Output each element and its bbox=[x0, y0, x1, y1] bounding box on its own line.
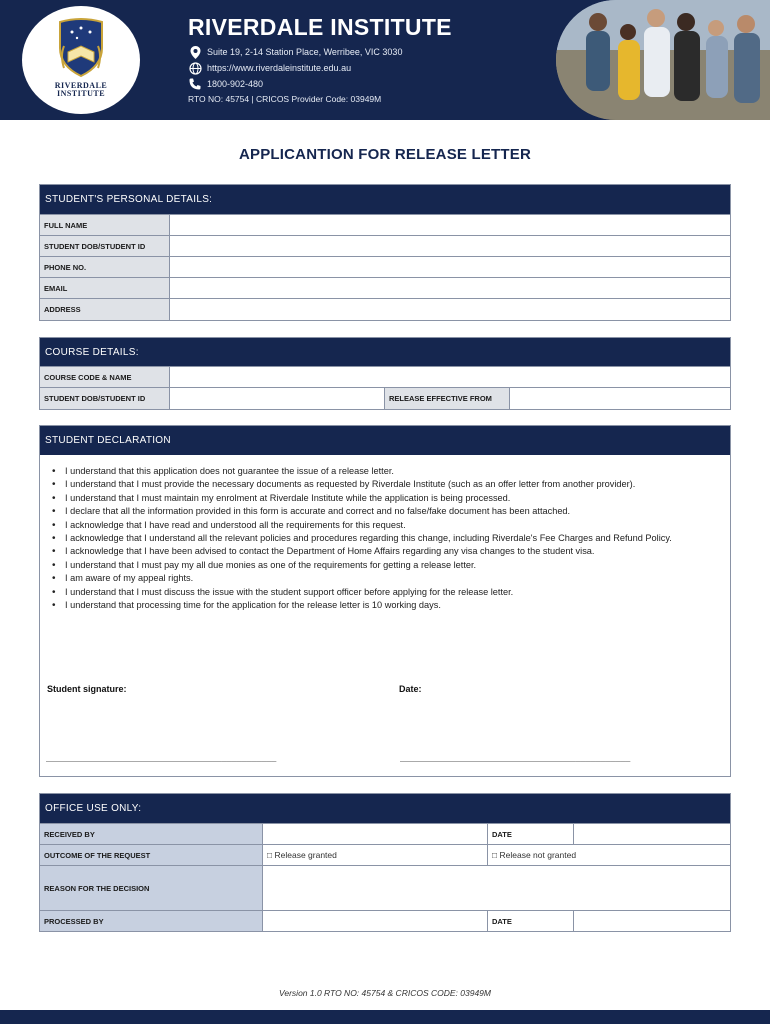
course-dob-id-field[interactable] bbox=[170, 388, 385, 409]
date-line[interactable]: ______________________________________________ bbox=[400, 752, 631, 762]
declaration-item: • I understand that I must maintain my enrolment at Riverdale Institute while the application is being processed. bbox=[48, 492, 722, 505]
full-name-label: FULL NAME bbox=[40, 215, 170, 235]
globe-icon bbox=[188, 61, 202, 75]
crest-icon bbox=[58, 16, 104, 80]
course-code-label: COURSE CODE & NAME bbox=[40, 367, 170, 387]
personal-details-section bbox=[39, 184, 731, 321]
rto-text: RTO NO: 45754 | CRICOS Provider Code: 03949M bbox=[188, 94, 382, 104]
declaration-item: • I acknowledge that I understand all the relevant policies and procedures regarding this change, including Riverdale's Fee Charges and Refund Policy. bbox=[48, 532, 722, 545]
date-label: Date: bbox=[399, 684, 422, 694]
processed-by-label: PROCESSED BY bbox=[40, 911, 263, 931]
phone-line bbox=[188, 77, 263, 91]
course-details-heading: COURSE DETAILS: bbox=[40, 338, 730, 366]
address-field[interactable] bbox=[170, 299, 730, 320]
address-line bbox=[188, 45, 402, 59]
logo-text bbox=[30, 82, 132, 98]
form-row bbox=[40, 256, 730, 277]
received-by-label: RECEIVED BY bbox=[40, 824, 263, 844]
release-effective-label: RELEASE EFFECTIVE FROM bbox=[385, 388, 510, 409]
phone-field[interactable] bbox=[170, 257, 730, 277]
processed-date-field[interactable] bbox=[574, 911, 730, 931]
signature-line[interactable]: ______________________________________________ bbox=[46, 752, 277, 762]
phone-icon bbox=[188, 77, 202, 91]
reason-field[interactable] bbox=[263, 866, 730, 910]
outcome-label: OUTCOME OF THE REQUEST bbox=[40, 845, 263, 865]
rto-line bbox=[188, 94, 381, 104]
release-granted-checkbox[interactable]: □ Release granted bbox=[263, 845, 488, 865]
header-banner bbox=[0, 0, 770, 120]
course-code-field[interactable] bbox=[170, 367, 730, 387]
signature-label: Student signature: bbox=[47, 684, 127, 694]
received-date-field[interactable] bbox=[574, 824, 730, 844]
form-row bbox=[40, 235, 730, 256]
full-name-field[interactable] bbox=[170, 215, 730, 235]
form-row bbox=[40, 823, 730, 844]
form-row bbox=[40, 277, 730, 298]
declaration-heading: STUDENT DECLARATION bbox=[40, 426, 730, 455]
document-title: APPLICANTION FOR RELEASE LETTER bbox=[238, 146, 532, 163]
declaration-item: • I am aware of my appeal rights. bbox=[48, 572, 722, 585]
footer-bar bbox=[0, 1010, 770, 1024]
declaration-section bbox=[39, 425, 731, 777]
location-pin-icon bbox=[188, 45, 202, 59]
email-label: EMAIL bbox=[40, 278, 170, 298]
address-label: ADDRESS bbox=[40, 299, 170, 320]
email-field[interactable] bbox=[170, 278, 730, 298]
phone-text: 1800-902-480 bbox=[207, 79, 264, 89]
students-photo bbox=[556, 0, 770, 120]
processed-by-field[interactable] bbox=[263, 911, 488, 931]
website-link[interactable]: https://www.riverdaleinstitute.edu.au bbox=[207, 63, 352, 73]
office-use-section bbox=[39, 793, 731, 932]
form-row bbox=[40, 865, 730, 910]
processed-date-label: DATE bbox=[488, 911, 574, 931]
declaration-item: • I acknowledge that I have been advised to contact the Department of Home Affairs regarding any visa changes to the student visa. bbox=[48, 545, 722, 558]
dob-id-label: STUDENT DOB/STUDENT ID bbox=[40, 236, 170, 256]
form-row bbox=[40, 214, 730, 235]
declaration-item: • I understand that processing time for the application for the release letter is 10 working days. bbox=[48, 599, 722, 612]
declaration-item: • I acknowledge that I have read and understood all the requirements for this request. bbox=[48, 519, 722, 532]
form-row bbox=[40, 387, 730, 409]
org-name: RIVERDALE INSTITUTE bbox=[188, 14, 452, 40]
declaration-item: • I understand that I must pay my all due monies as one of the requirements for getting a release letter. bbox=[48, 559, 722, 572]
declaration-item: • I understand that I must discuss the issue with the student support officer before applying for the release letter. bbox=[48, 586, 722, 599]
declaration-item: • I understand that this application does not guarantee the issue of a release letter. bbox=[48, 465, 722, 478]
form-row bbox=[40, 910, 730, 931]
declaration-item: • I declare that all the information provided in this form is accurate and correct and no false/fake document has been attached. bbox=[48, 505, 722, 518]
release-not-granted-checkbox[interactable]: □ Release not granted bbox=[488, 845, 730, 865]
phone-label: PHONE NO. bbox=[40, 257, 170, 277]
form-row bbox=[40, 298, 730, 320]
logo-line-1: RIVERDALE bbox=[54, 81, 108, 90]
address-text: Suite 19, 2-14 Station Place, Werribee, VIC 3030 bbox=[207, 47, 403, 57]
personal-details-heading: STUDENT'S PERSONAL DETAILS: bbox=[40, 185, 730, 214]
office-use-heading: OFFICE USE ONLY: bbox=[40, 794, 730, 823]
course-dob-id-label: STUDENT DOB/STUDENT ID bbox=[40, 388, 170, 409]
course-details-section bbox=[39, 337, 731, 410]
logo-line-2: INSTITUTE bbox=[56, 89, 106, 98]
declaration-list bbox=[48, 465, 722, 612]
received-date-label: DATE bbox=[488, 824, 574, 844]
declaration-body bbox=[40, 455, 730, 612]
form-row bbox=[40, 366, 730, 387]
footer-version: Version 1.0 RTO NO: 45754 & CRICOS CODE: 03949M bbox=[279, 988, 491, 998]
received-by-field[interactable] bbox=[263, 824, 488, 844]
dob-id-field[interactable] bbox=[170, 236, 730, 256]
declaration-item: • I understand that I must provide the necessary documents as requested by Riverdale Institute (such as an offer letter from another provider). bbox=[48, 478, 722, 491]
website-line bbox=[188, 61, 351, 75]
reason-label: REASON FOR THE DECISION bbox=[40, 866, 263, 910]
form-row bbox=[40, 844, 730, 865]
release-effective-field[interactable] bbox=[510, 388, 730, 409]
